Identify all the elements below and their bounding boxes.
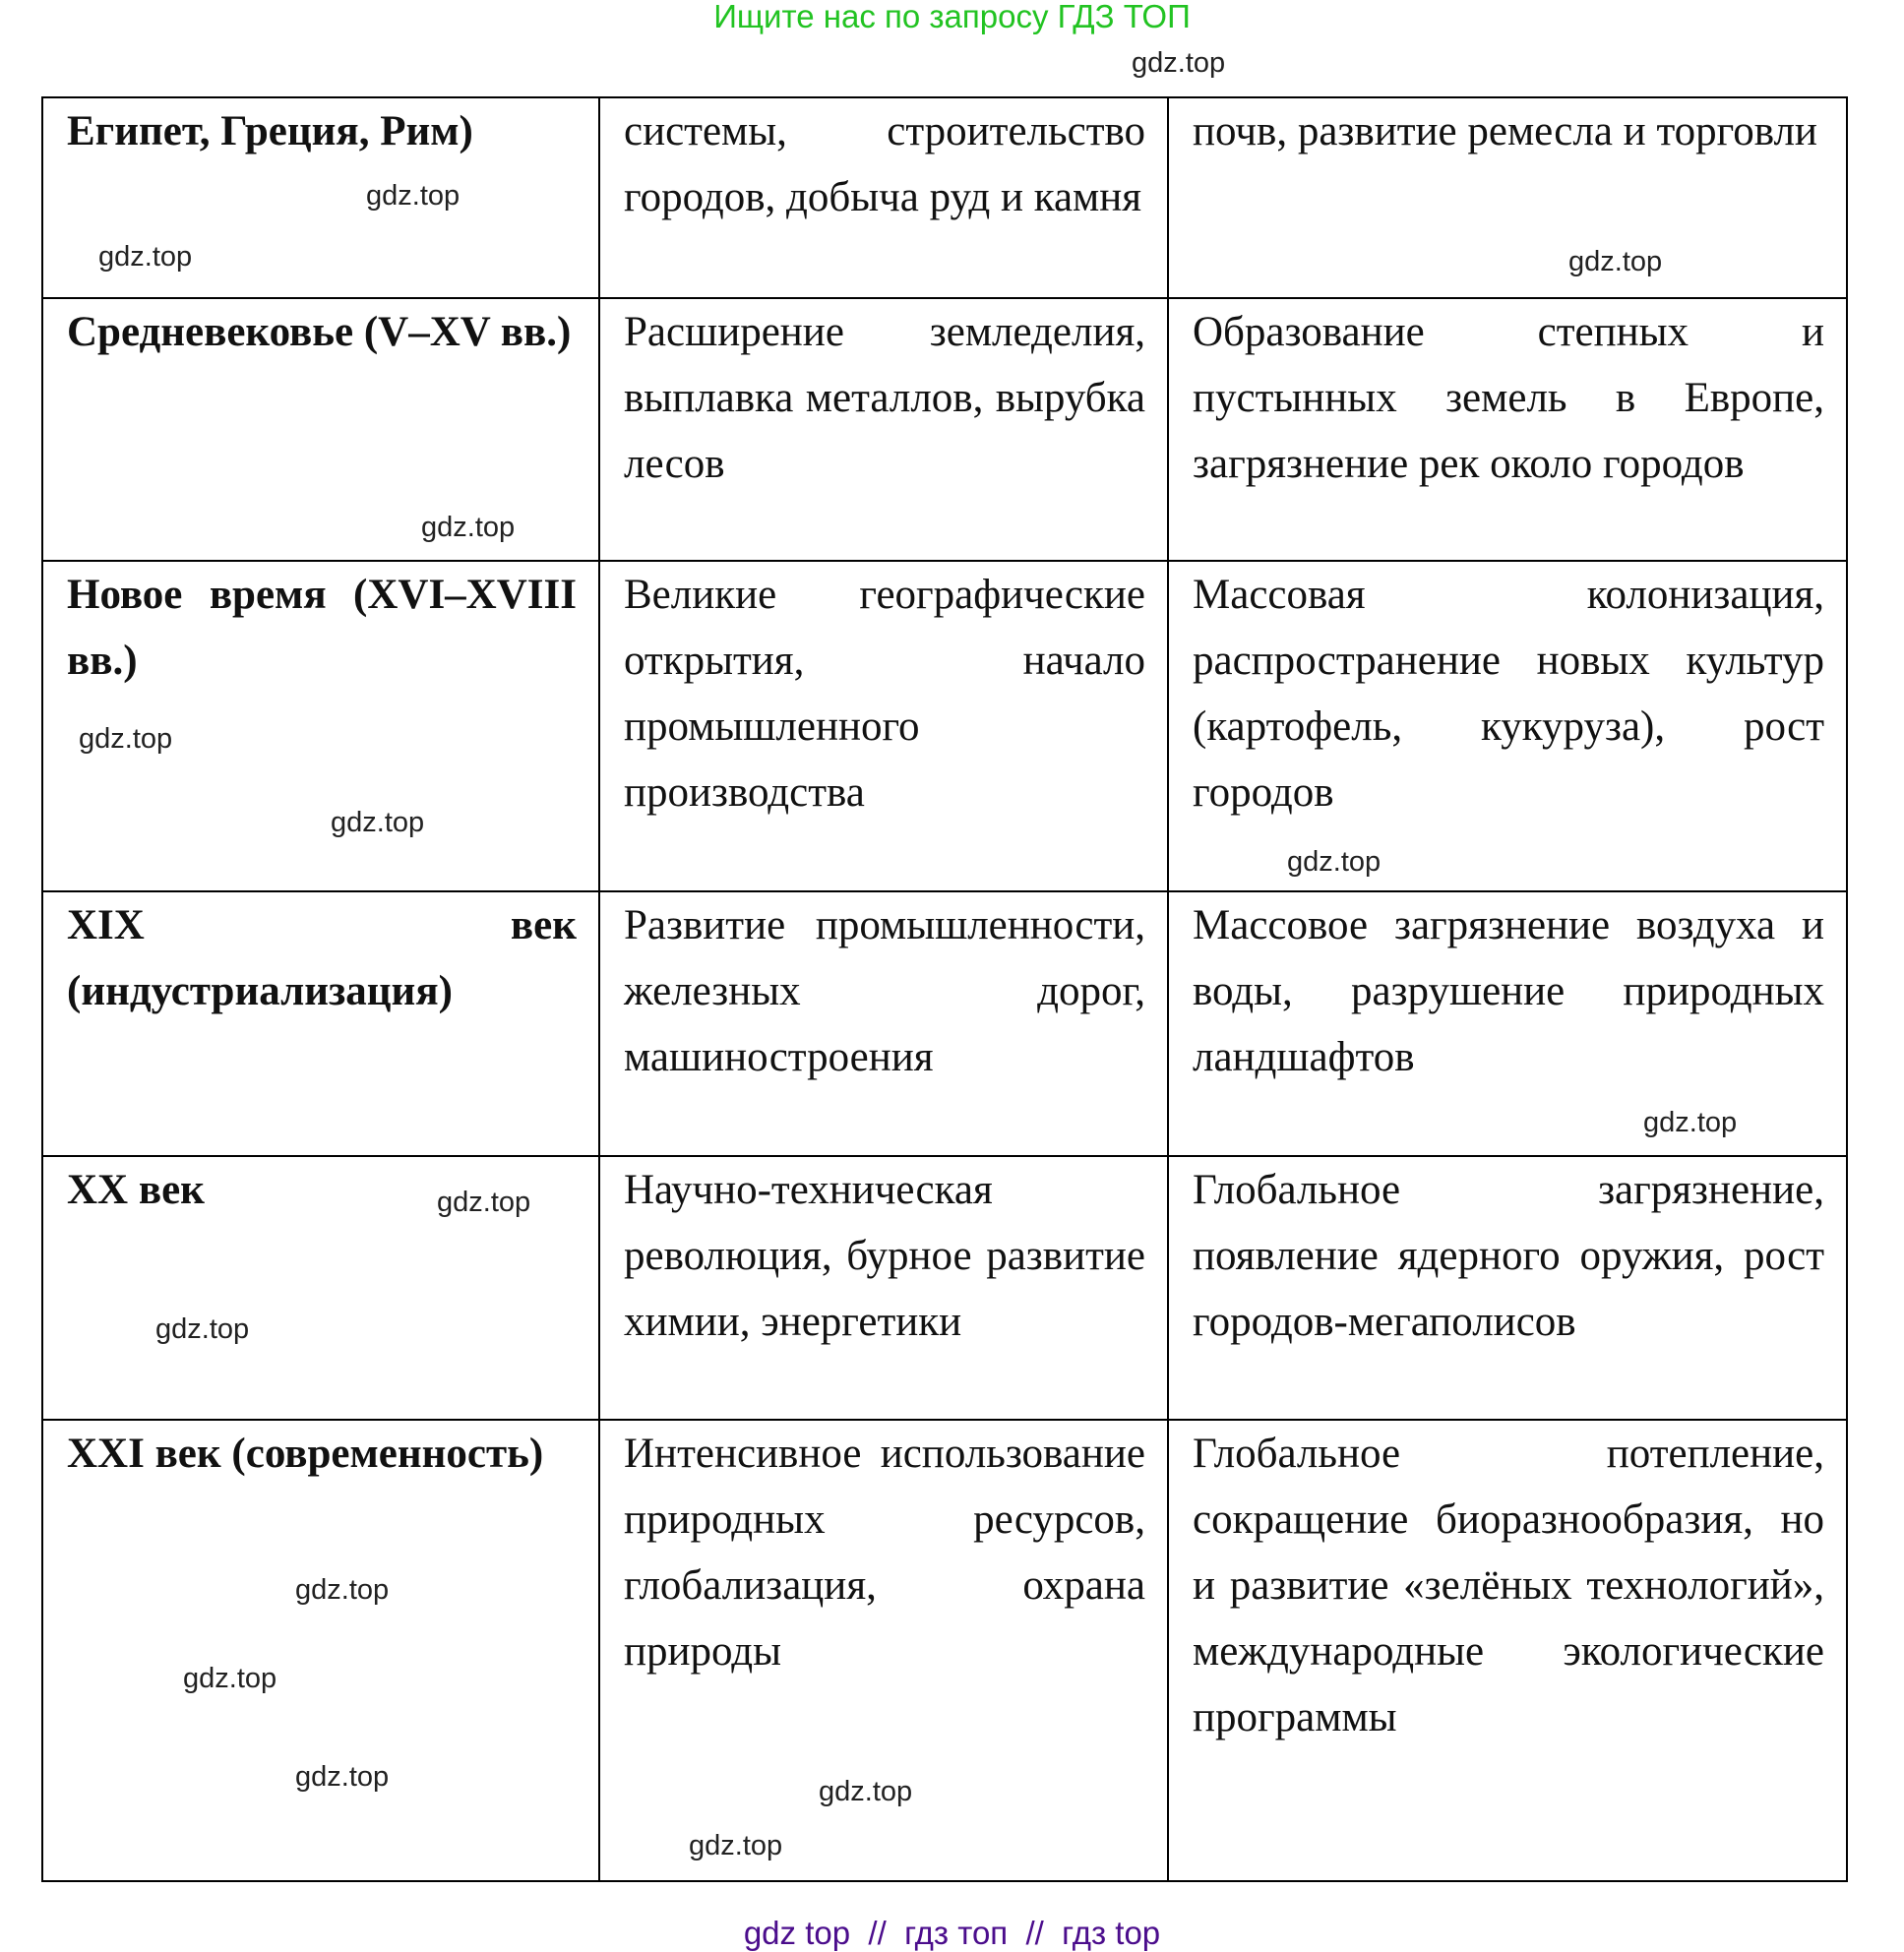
watermark: gdz.top	[1643, 1107, 1738, 1138]
impact-cell: Массовая колонизация, распространение новых культур (картофель, кукуруза), рост городов	[1168, 561, 1847, 891]
era-cell: XX век	[42, 1156, 599, 1420]
watermark: gdz.top	[819, 1776, 913, 1807]
watermark: gdz.top	[1132, 47, 1226, 79]
activity-cell: Великие географические открытия, начало промышленного производства	[599, 561, 1168, 891]
watermark: gdz.top	[295, 1761, 390, 1793]
table-row	[42, 298, 1847, 561]
activity-cell: системы, строительство городов, добыча руд и камня	[599, 97, 1168, 298]
activity-cell: Расширение земледелия, выплавка металлов, вырубка лесов	[599, 298, 1168, 561]
impact-cell: Глобальное загрязнение, появление ядерного оружия, рост городов-мегаполисов	[1168, 1156, 1847, 1420]
history-table	[41, 96, 1848, 1882]
impact-cell: Образование степных и пустынных земель в Европе, загрязнение рек около городов	[1168, 298, 1847, 561]
activity-cell: Интенсивное использование природных ресурсов, глобализация, охрана природы	[599, 1420, 1168, 1881]
watermark: gdz.top	[421, 512, 516, 543]
impact-cell: почв, развитие ремесла и торговли	[1168, 97, 1847, 298]
watermark: gdz.top	[1568, 246, 1663, 277]
watermark: gdz.top	[155, 1313, 250, 1345]
era-cell: XIX век (индустриализация)	[42, 891, 599, 1156]
table-row	[42, 561, 1847, 891]
impact-cell: Глобальное потепление, сокращение биоразнообразия, но и развитие «зелёных технологий», международные экологические программы	[1168, 1420, 1847, 1881]
table-row	[42, 891, 1847, 1156]
watermark: gdz.top	[331, 807, 425, 838]
watermark: gdz.top	[295, 1574, 390, 1606]
impact-cell: Массовое загрязнение воздуха и воды, разрушение природных ландшафтов	[1168, 891, 1847, 1156]
watermark: gdz.top	[437, 1187, 531, 1218]
watermark: gdz.top	[689, 1830, 783, 1861]
activity-cell: Научно-техническая революция, бурное развитие химии, энергетики	[599, 1156, 1168, 1420]
watermark: gdz.top	[366, 180, 461, 212]
search-banner: Ищите нас по запросу ГДЗ ТОП	[713, 0, 1191, 34]
watermark: gdz.top	[1287, 846, 1382, 878]
era-cell: Египет, Греция, Рим)	[42, 97, 599, 298]
watermark: gdz.top	[183, 1663, 277, 1694]
table-row	[42, 1420, 1847, 1881]
watermark: gdz.top	[79, 723, 173, 755]
era-cell: XXI век (современность)	[42, 1420, 599, 1881]
footer-links: gdz top // гдз топ // гдз top	[743, 1915, 1161, 1951]
watermark: gdz.top	[98, 241, 193, 273]
era-cell: Новое время (XVI–XVIII вв.)	[42, 561, 599, 891]
activity-cell: Развитие промышленности, железных дорог, машиностроения	[599, 891, 1168, 1156]
era-cell: Средневековье (V–XV вв.)	[42, 298, 599, 561]
table-row	[42, 1156, 1847, 1420]
